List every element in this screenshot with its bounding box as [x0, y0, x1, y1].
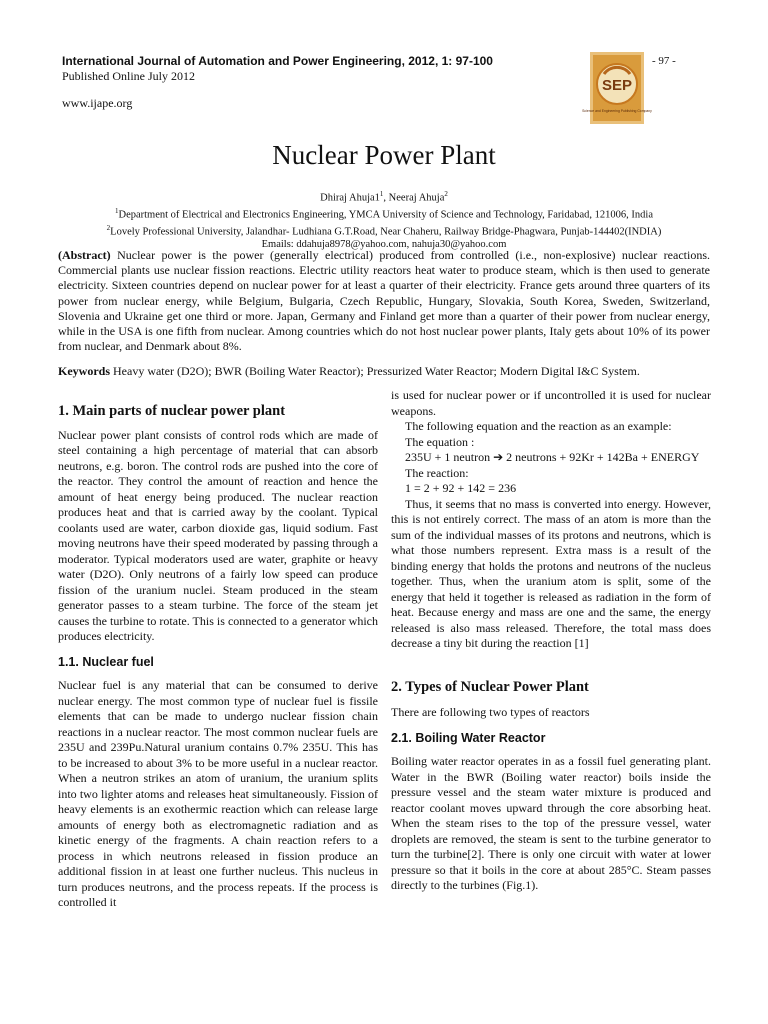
paragraph-nuclear-fuel: Nuclear fuel is any material that can be consumed to derive nuclear energy. The most common type of nuclear fuel is fissile elements that can be made to undergo nuclear fission chain reactions in a nuclear reactor. The most common nuclear fuels are 235U and 239Pu.Natural uranium contains 0.7% 235U. This has to be increased to about 3% to be more useful in a nuclear reactor. When a neutron strikes an atom of uranium, the uranium splits into two lighter atoms and releases heat simultaneously. Fission of heavy elements is an exothermic reaction which can release large amounts of energy both as electromagnetic radiation and as kinetic energy of the fragments. A chain reaction refers to a process in which neutrons released in fission produce an additional fission in at least one further nucleus. This nucleus in turn produces neutrons, and the process repeats. If the process is controlled it: [58, 678, 378, 909]
reaction-sum: 1 = 2 + 92 + 142 = 236: [405, 481, 517, 495]
paragraph-bwr: Boiling water reactor operates in as a fossil fuel generating plant. Water in the BWR (Boiling water reactor) boils inside the pressure vessel and the steam water mixture is produced and reactor coolant moves upward through the core absorbing heat. When the steam rises to the top of the pressure vessel, water droplets are removed, the steam is sent to the turbine generator to turn the turbine[2]. There is only one circuit with water at lower pressure so that it boils in the core at about 285°C. Steam passes directly to the turbines (Fig.1).: [391, 754, 711, 892]
subsection-heading-2-1: 2.1. Boiling Water Reactor: [391, 730, 546, 745]
subsection-heading-1-1: 1.1. Nuclear fuel: [58, 654, 154, 669]
paragraph-types: There are following two types of reactors: [391, 705, 590, 719]
section-heading-2: 2. Types of Nuclear Power Plant: [391, 678, 589, 695]
affiliation-1: $^1$Department of Electrical and Electronics Engineering, YMCA University of Science and Technology, Faridabad, 121006, India: [114, 207, 653, 221]
paragraph-continuation: is used for nuclear power or if uncontrolled it is used for nuclear weapons.: [391, 388, 711, 418]
logo-subtext: Science and Engineering Publishing Company: [582, 109, 652, 113]
keywords: [58, 364, 718, 379]
journal-url[interactable]: www.ijape.org: [62, 96, 133, 110]
equation-label: The equation :: [405, 434, 475, 449]
affiliation-2: $^2$Lovely Professional University, Jalandhar- Ludhiana G.T.Road, Near Chaheru, Railway Bridge-Phagwara, Punjab-144402(INDIA): [106, 224, 662, 238]
publication-date: Published Online July 2012: [62, 69, 196, 83]
author-block: [0, 188, 768, 252]
author-emails[interactable]: Emails: ddahuja8978@yahoo.com, nahuja30@yahoo.com: [261, 239, 507, 250]
left-column: [58, 388, 378, 911]
right-column: [391, 388, 711, 894]
paragraph-main-parts: Nuclear power plant consists of control rods which are made of steel containing a high percentage of material that can absorb neutrons, e.g. boron. The control rods are pushed into the core of the reactor. They control the amount of reaction and hence the amount of heat energy being produced. The nuclear reaction produces heat and that is carried away by the coolant. Typical coolants used are water, carbon dioxide gas, liquid sodium. Fast moving neutrons have their speed moderated by passing through a moderator. Typical moderators used are water, graphite or heavy water (D2O). Only neutrons of a fairly low speed can produce fission of the uranium nuclei. Steam produced in the steam generator passes to a steam turbine. The force of the steam jet causes the turbine to rotate. This is connected to a generator which produces electricity.: [58, 427, 378, 643]
section-heading-1: 1. Main parts of nuclear power plant: [58, 403, 286, 419]
page-number: - 97 -: [652, 55, 676, 67]
abstract-text: Nuclear power is the power (generally electrical) produced from controlled (i.e., non-explosive) nuclear reactions. Commercial plants use nuclear fission reactions. Electric utility reactors heat water to produce steam, which is then used to generate electricity. Sixteen countries depend on nuclear power for at least a quarter of their electricity. France gets around three quarters of its power from nuclear energy, while Belgium, Bulgaria, Czech Republic, Hungary, Slovakia, South Korea, Sweden, Switzerland, Slovenia and Ukraine get one third or more. Japan, Germany and Finland get more than a quarter of their power from nuclear energy, while in the USA is one fifth from nuclear. Among countries which do not host nuclear power plants, Italy gets about 10% of its power from nuclear, and Denmark about 8%.: [58, 248, 710, 354]
journal-citation: International Journal of Automation and Power Engineering, 2012, 1: 97-100: [62, 54, 493, 68]
equation: 235U + 1 neutron ➔ 2 neutrons + 92Kr + 142Ba + ENERGY: [405, 450, 700, 464]
paragraph-mass: Thus, it seems that no mass is converted into energy. However, this is not entirely correct. The mass of an atom is more than the sum of the individual masses of its protons and neutrons, which is what those numbers represent. Extra mass is a result of the binding energy that holds the protons and neutrons of the nucleus together. Thus, when the uranium atom is split, some of the energy that held it together is released as radiation in the form of heat. Because energy and mass are one and the same, the energy released is also mass released. Therefore, the total mass does decrease a tiny bit during the reaction [1]: [391, 496, 711, 650]
logo-text: SEP: [601, 77, 633, 94]
paper-title: Nuclear Power Plant: [272, 140, 496, 170]
sep-logo: [582, 52, 652, 124]
author-names: Dhiraj $Ahuja1^1$, Neeraj Ahuja$^2$: [320, 190, 448, 204]
keywords-text: Heavy water (D2O); BWR (Boiling Water Reactor); Pressurized Water Reactor; Modern Digital I&C System.: [110, 364, 640, 378]
abstract: [58, 248, 710, 354]
equation-intro: The following equation and the reaction as an example:: [405, 419, 672, 433]
arrow-icon: ➔: [493, 450, 504, 464]
abstract-label: (Abstract): [58, 248, 111, 262]
keywords-label: Keywords: [58, 364, 110, 378]
reaction-label: The reaction:: [405, 465, 469, 480]
